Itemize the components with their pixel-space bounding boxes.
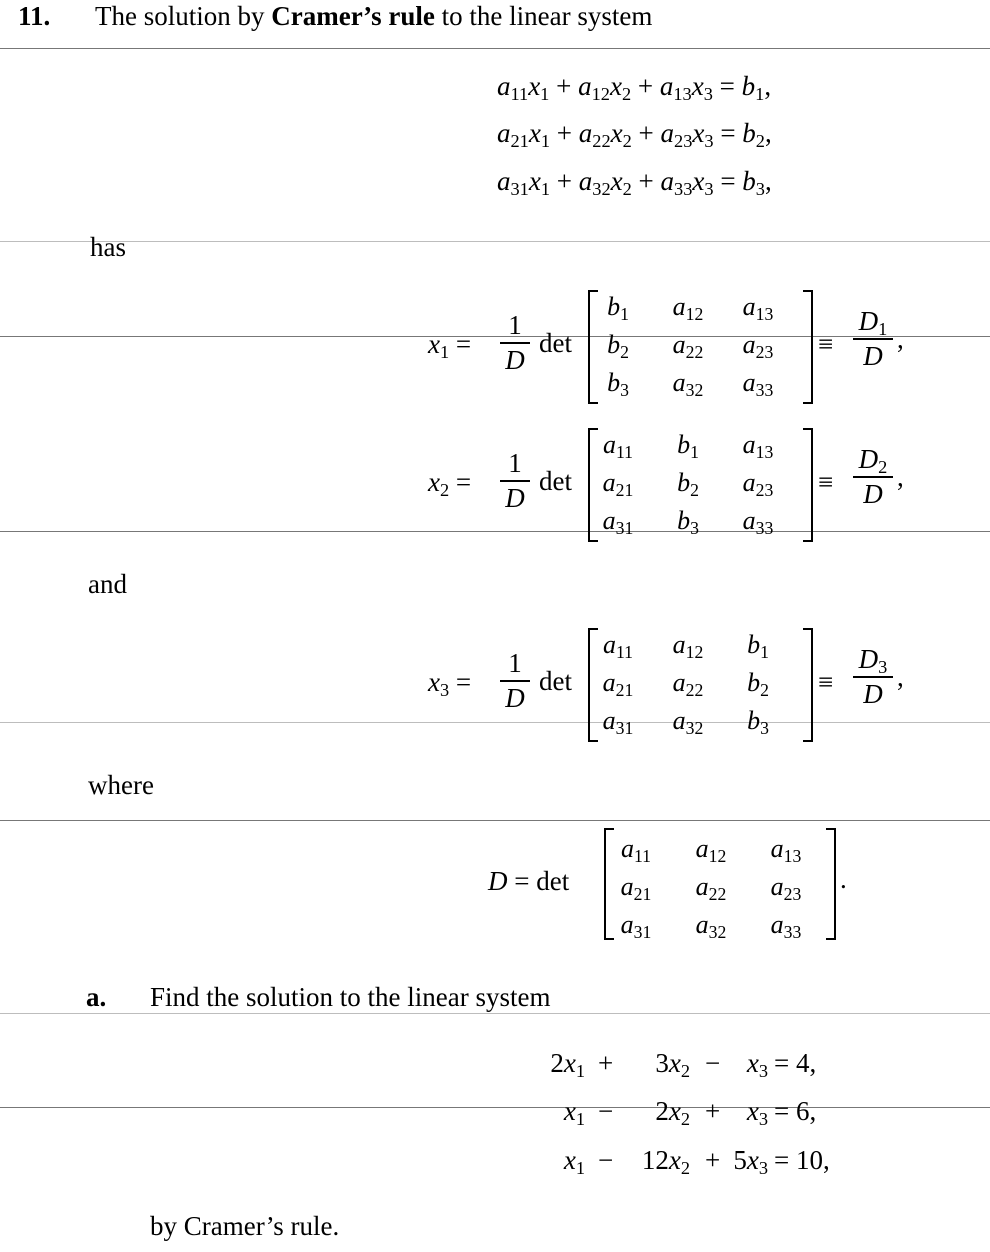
- math-symbol: $x_3$: [746, 1096, 768, 1130]
- system-equation: $a_{21}x_1 + a_{22}x_2 + a_{23}x_3 = b_2$,: [497, 118, 772, 152]
- matrix-entry: $a_{13}$: [742, 292, 774, 324]
- frac-bar: [500, 342, 530, 344]
- matrix-cell: [606, 910, 666, 942]
- word-has: has: [90, 232, 126, 262]
- matrix-entry: $a_{13}$: [770, 834, 802, 866]
- matrix-entry: $b_3$: [677, 506, 699, 538]
- equals-rhs: = 4,: [774, 1048, 817, 1078]
- math-symbol: $D_3$: [858, 644, 888, 678]
- matrix-entry: $b_2$: [747, 668, 769, 700]
- problem-intro: The solution by Cramer’s rule to the linear system: [95, 1, 653, 31]
- operator: −: [598, 1096, 614, 1126]
- comma: ,: [897, 662, 904, 692]
- matrix-entry: $a_{22}$: [672, 330, 704, 362]
- matrix-cell: [658, 368, 718, 400]
- math-symbol: $a_{23}$: [660, 118, 693, 152]
- matrix-cell: [756, 872, 816, 904]
- problem-number: 11.: [18, 1, 51, 31]
- math-symbol: $x_1$: [528, 166, 551, 200]
- math-symbol: $a_{33}$: [660, 166, 693, 200]
- matrix-entry: $a_{11}$: [602, 630, 634, 662]
- equals-rhs: = 10,: [774, 1145, 830, 1175]
- operator: +: [705, 1096, 721, 1126]
- matrix-entry: $a_{22}$: [672, 668, 704, 700]
- matrix-cell: [588, 368, 648, 400]
- matrix-entry: $a_{31}$: [620, 910, 652, 942]
- matrix-entry: $b_2$: [677, 468, 699, 500]
- matrix-cell: [588, 292, 648, 324]
- math-symbol: $x_1$: [563, 1096, 585, 1130]
- matrix-cell: [658, 630, 718, 662]
- matrix-entry: $a_{21}$: [620, 872, 652, 904]
- matrix-cell: [728, 506, 788, 538]
- matrix-entry: $b_1$: [607, 292, 629, 324]
- matrix-entry: $a_{33}$: [770, 910, 802, 942]
- matrix-entry: $a_{23}$: [742, 468, 774, 500]
- frac-denominator: D: [505, 345, 525, 375]
- matrix-cell: [681, 872, 741, 904]
- matrix-cell: [658, 468, 718, 500]
- matrix-right-bracket: [803, 428, 813, 542]
- matrix-entry: $a_{12}$: [672, 630, 704, 662]
- matrix-cell: [658, 430, 718, 462]
- matrix-cell: [658, 330, 718, 362]
- math-symbol: $x_3$: [692, 166, 714, 200]
- comma: ,: [897, 462, 904, 492]
- equiv-sign: ≡: [818, 467, 834, 497]
- matrix-cell: [588, 468, 648, 500]
- matrix-entry: $b_2$: [607, 330, 629, 362]
- matrix-cell: [606, 872, 666, 904]
- part-a-label: a.: [86, 982, 107, 1012]
- scan-line: [0, 820, 990, 821]
- matrix-cell: [728, 430, 788, 462]
- scan-line: [0, 1013, 990, 1014]
- math-symbol: $x_3$: [746, 1048, 768, 1082]
- math-symbol: $x_3$: [746, 1145, 768, 1179]
- math-symbol: $b_2$: [742, 118, 765, 152]
- frac-denominator: D: [863, 479, 883, 509]
- term-x3: [726, 1048, 768, 1082]
- term-x2: $2x_2$: [655, 1096, 690, 1130]
- frac-numerator: 1: [508, 648, 522, 678]
- matrix-cell: [588, 630, 648, 662]
- system-equation: $a_{11}x_1 + a_{12}x_2 + a_{13}x_3 = b_1$,: [497, 71, 772, 105]
- scan-line: [0, 241, 990, 242]
- math-symbol: $x_2$: [609, 71, 632, 105]
- math-symbol: $x_3$: [691, 71, 713, 105]
- frac-bar: [500, 480, 530, 482]
- matrix-right-bracket: [803, 628, 813, 742]
- matrix-entry: $b_3$: [747, 706, 769, 738]
- matrix-entry: $a_{32}$: [695, 910, 727, 942]
- rule-line: [0, 48, 990, 49]
- frac-denominator: D: [505, 483, 525, 513]
- math-symbol: $a_{12}$: [578, 71, 610, 105]
- math-symbol: $x_2$: [610, 118, 632, 152]
- operator: +: [705, 1145, 721, 1175]
- math-symbol: $x_3$: [692, 118, 714, 152]
- solution-lhs: $x_3$ =: [428, 667, 472, 701]
- math-symbol: $a_{32}$: [578, 166, 611, 200]
- term-x1: [535, 1096, 585, 1130]
- matrix-cell: [658, 506, 718, 538]
- equiv-sign: ≡: [818, 667, 834, 697]
- one-over-d: [500, 450, 530, 512]
- part-a-text: Find the solution to the linear system: [150, 982, 551, 1012]
- matrix-entry: $a_{11}$: [602, 430, 634, 462]
- matrix-cell: [728, 468, 788, 500]
- term-x1: $2x_1$: [550, 1048, 585, 1082]
- word-where: where: [88, 770, 154, 800]
- math-symbol: $x_2$: [428, 467, 450, 501]
- math-symbol: $x_1$: [528, 71, 550, 105]
- matrix-cell: [681, 910, 741, 942]
- part-a-closing: by Cramer’s rule.: [150, 1211, 340, 1241]
- matrix-cell: [756, 910, 816, 942]
- scan-line: [0, 722, 990, 723]
- matrix-entry: $a_{12}$: [672, 292, 704, 324]
- term-x2: $12x_2$: [641, 1145, 690, 1179]
- math-symbol: $a_{13}$: [659, 71, 692, 105]
- math-symbol: $x_2$: [610, 166, 632, 200]
- frac-numerator: [853, 644, 893, 678]
- frac-numerator: 1: [508, 310, 522, 340]
- math-symbol: $D_2$: [858, 444, 888, 478]
- matrix-cell: [658, 706, 718, 738]
- matrix-entry: $b_1$: [677, 430, 699, 462]
- math-symbol: $a_{31}$: [497, 166, 529, 200]
- di-over-d: [853, 446, 893, 508]
- matrix-entry: $a_{31}$: [602, 506, 634, 538]
- solution-lhs: $x_2$ =: [428, 467, 472, 501]
- frac-denominator: D: [505, 683, 525, 713]
- comma: ,: [897, 324, 904, 354]
- matrix-entry: $a_{32}$: [672, 368, 704, 400]
- matrix-entry: $a_{21}$: [602, 668, 634, 700]
- matrix-entry: $a_{22}$: [695, 872, 727, 904]
- matrix-right-bracket: [803, 290, 813, 404]
- matrix-entry: $a_{13}$: [742, 430, 774, 462]
- matrix-cell: [606, 834, 666, 866]
- matrix-entry: $b_1$: [747, 630, 769, 662]
- matrix-cell: [728, 668, 788, 700]
- math-symbol: $x_3$: [428, 667, 450, 701]
- matrix-cell: [728, 706, 788, 738]
- math-symbol: $x_2$: [668, 1048, 690, 1082]
- frac-bar: [500, 680, 530, 682]
- matrix-cell: [588, 668, 648, 700]
- matrix-cell: [588, 330, 648, 362]
- math-symbol: $x_1$: [428, 329, 450, 363]
- math-symbol: $b_1$: [741, 71, 765, 105]
- period: .: [840, 864, 847, 894]
- equiv-sign: ≡: [818, 329, 834, 359]
- matrix-cell: [588, 506, 648, 538]
- matrix-cell: [681, 834, 741, 866]
- term-x3: [726, 1096, 768, 1130]
- math-symbol: $D_1$: [858, 306, 888, 340]
- frac-numerator: 1: [508, 448, 522, 478]
- matrix-entry: $a_{33}$: [742, 506, 774, 538]
- term-x2: $3x_2$: [655, 1048, 690, 1082]
- math-symbol: $x_1$: [563, 1145, 585, 1179]
- term-x1: [535, 1145, 585, 1179]
- matrix-entry: $a_{12}$: [695, 834, 727, 866]
- di-over-d: [853, 646, 893, 708]
- math-symbol: $x_1$: [528, 118, 551, 152]
- matrix-cell: [588, 430, 648, 462]
- math-symbol: $x_2$: [668, 1096, 690, 1130]
- math-symbol: $a_{21}$: [497, 118, 529, 152]
- math-symbol: $a_{11}$: [497, 71, 529, 105]
- operator: −: [705, 1048, 721, 1078]
- matrix-cell: [728, 368, 788, 400]
- matrix-entry: $a_{33}$: [742, 368, 774, 400]
- matrix-entry: $a_{23}$: [770, 872, 802, 904]
- frac-numerator: [853, 444, 893, 478]
- matrix-cell: [658, 292, 718, 324]
- solution-lhs: $x_1$ =: [428, 329, 472, 363]
- scan-line: [0, 1107, 990, 1108]
- one-over-d: [500, 650, 530, 712]
- matrix-cell: [728, 292, 788, 324]
- equals-rhs: = 6,: [774, 1096, 817, 1126]
- system-equation: $a_{31}x_1 + a_{32}x_2 + a_{33}x_3 = b_3$,: [497, 166, 772, 200]
- scan-line: [0, 336, 990, 337]
- matrix-entry: $b_3$: [607, 368, 629, 400]
- one-over-d: [500, 312, 530, 374]
- matrix-cell: [728, 330, 788, 362]
- matrix-right-bracket: [826, 828, 836, 940]
- math-symbol: $x_2$: [668, 1145, 690, 1179]
- math-symbol: $x_1$: [563, 1048, 585, 1082]
- matrix-entry: $a_{23}$: [742, 330, 774, 362]
- matrix-entry: $a_{11}$: [620, 834, 652, 866]
- matrix-entry: $a_{21}$: [602, 468, 634, 500]
- operator: +: [598, 1048, 614, 1078]
- matrix-cell: [728, 630, 788, 662]
- operator: −: [598, 1145, 614, 1175]
- word-and: and: [88, 569, 127, 599]
- frac-numerator: [853, 306, 893, 340]
- frac-denominator: D: [863, 679, 883, 709]
- di-over-d: [853, 308, 893, 370]
- scan-line: [0, 531, 990, 532]
- matrix-cell: [658, 668, 718, 700]
- matrix-cell: [588, 706, 648, 738]
- matrix-cell: [756, 834, 816, 866]
- term-x3: $5x_3$: [733, 1145, 768, 1179]
- matrix-entry: $a_{31}$: [602, 706, 634, 738]
- matrix-entry: $a_{32}$: [672, 706, 704, 738]
- d-equals-det: D = det: [488, 866, 570, 896]
- det-label: det: [539, 666, 572, 696]
- frac-denominator: D: [863, 341, 883, 371]
- math-symbol: $a_{22}$: [578, 118, 611, 152]
- det-label: det: [539, 328, 572, 358]
- det-label: det: [539, 466, 572, 496]
- math-symbol: $b_3$: [742, 166, 765, 200]
